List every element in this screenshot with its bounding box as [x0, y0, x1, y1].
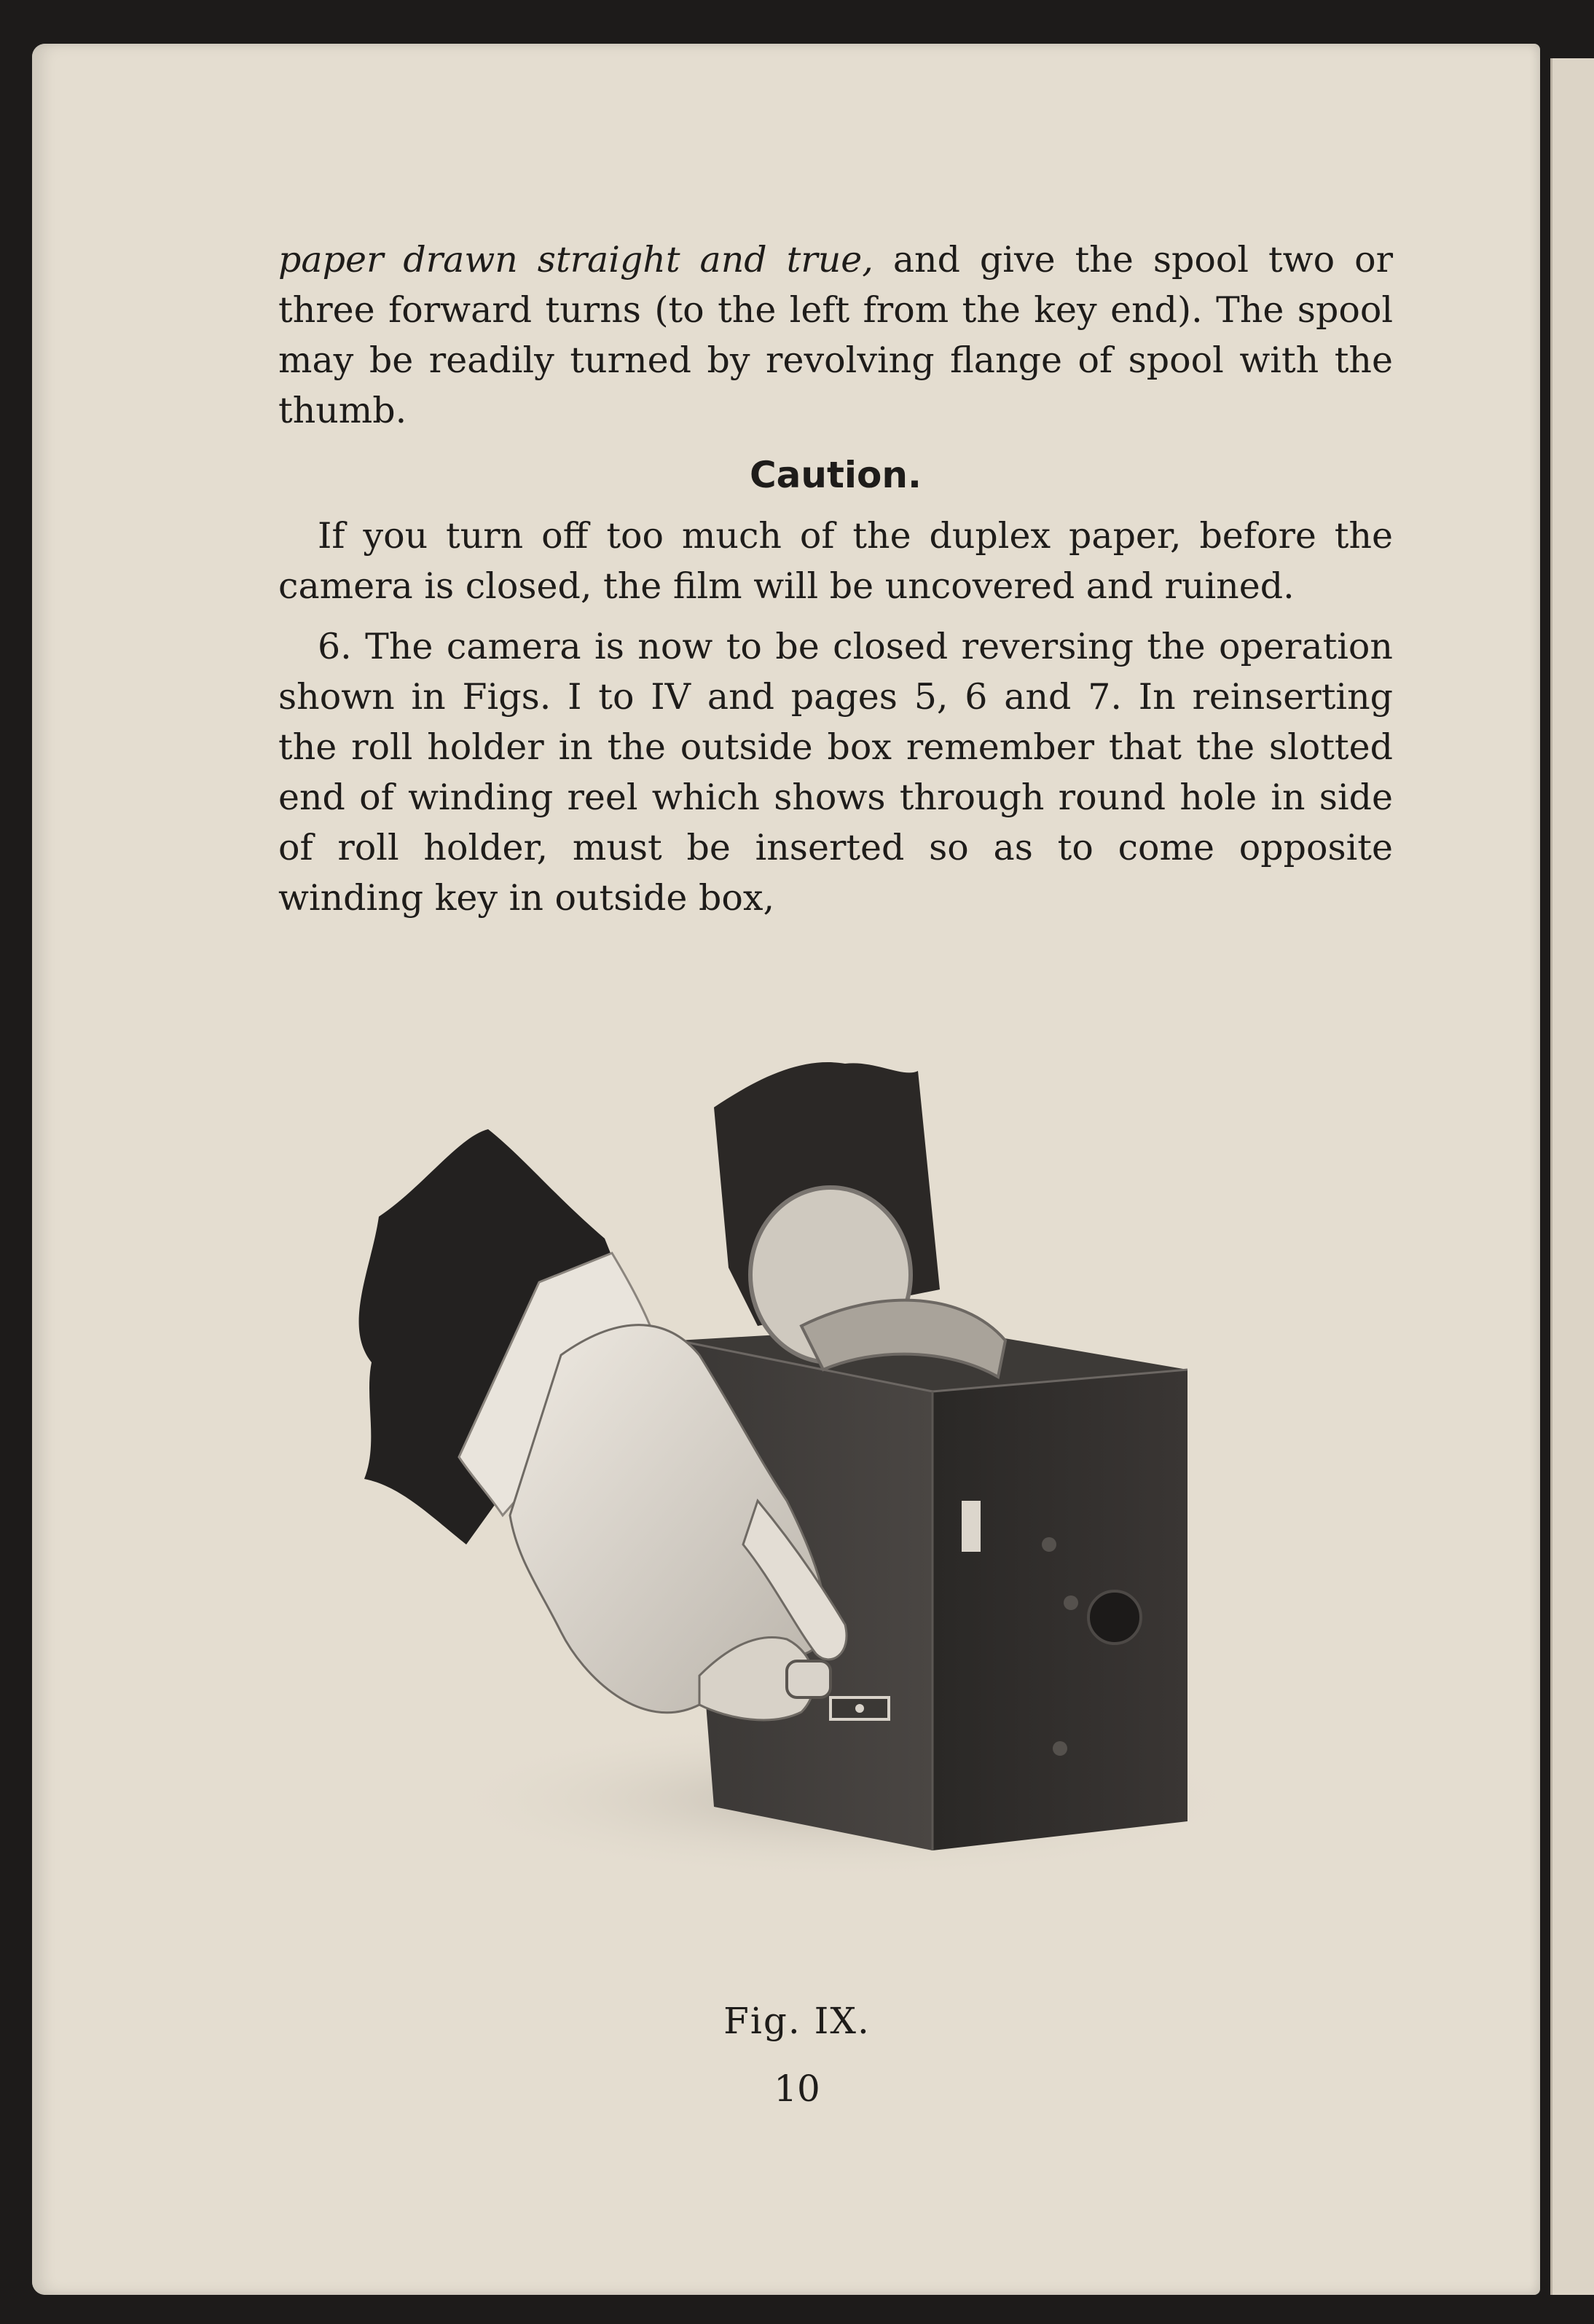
italic-lead: paper drawn straight and true, [278, 239, 873, 280]
facing-page-edge [1550, 58, 1594, 2295]
caution-paragraph: If you turn off too much of the duplex paper, before the camera is closed, the film will be uncovered and ruined. [278, 515, 1393, 607]
camera-window [962, 1501, 981, 1552]
camera-side [933, 1370, 1187, 1850]
step-6-paragraph: 6. The camera is now to be closed reversing the operation shown in Figs. I to IV and pages 5, 6 and 7. In reinserting the roll holder in the outside box remember that the slotted end of winding reel which shows through round hole in side of roll holder, must be inserted so as to come opposite winding key in outside box, [278, 626, 1393, 919]
figure-caption: Fig. IX. [723, 2000, 871, 2042]
page-number: 10 [774, 2068, 820, 2110]
paragraph-continuation-rest: and give the spool two or three forward turns (to the left from the key end). The spool may be readily turned by revolving flange of spool with the thumb. [278, 239, 1393, 431]
paragraph-continuation [278, 235, 1393, 436]
caution-heading: Caution. [749, 454, 922, 496]
body-text [278, 235, 1393, 923]
camera-lens-hole [1088, 1591, 1141, 1644]
figure-hand-winding-camera [321, 1049, 1340, 1909]
